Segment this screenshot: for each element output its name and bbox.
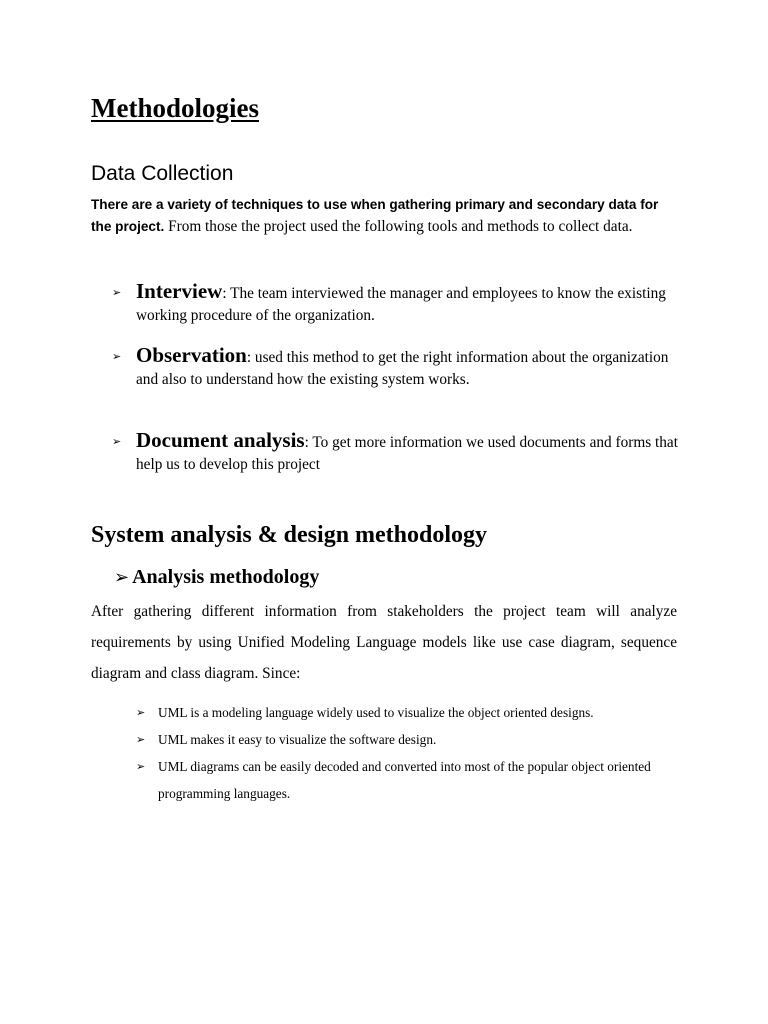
- bullet-text: : used this method to get the right information about the organization and also to understand how the existing system works.: [136, 349, 669, 388]
- bullet-term: Observation: [136, 343, 247, 367]
- uml-point-text: UML is a modeling language widely used to visualize the object oriented designs.: [158, 705, 594, 720]
- arrow-bullet-icon: ➢: [136, 706, 146, 719]
- arrow-bullet-icon: ➢: [112, 350, 122, 363]
- bullet-text: : The team interviewed the manager and employees to know the existing working procedure of the organization.: [136, 285, 666, 324]
- analysis-methodology-subheading: [114, 566, 319, 589]
- arrow-bullet-icon: ➢: [112, 435, 122, 448]
- arrow-bullet-icon: ➢: [136, 733, 146, 746]
- analysis-paragraph: After gathering different information from stakeholders the project team will analyze requirements by using Unified Modeling Language models like use case diagram, sequence diagram and class diagram. Since:: [91, 603, 677, 682]
- arrow-bullet-icon: ➢: [136, 760, 146, 773]
- arrow-bullet-icon: ➢: [114, 567, 130, 588]
- bullet-interview: [112, 280, 680, 327]
- subheading-text: Analysis methodology: [132, 566, 320, 588]
- intro-rest-text: From those the project used the following tools and methods to collect data.: [164, 218, 633, 235]
- bullet-text: : To get more information we used documents and forms that help us to develop this project: [136, 434, 678, 473]
- uml-point-3: [136, 753, 681, 807]
- uml-point-2: [136, 726, 681, 753]
- intro-lead-text: There are a variety of techniques to use when gathering primary and secondary data for the project.: [91, 197, 659, 234]
- page-title: Methodologies: [91, 93, 259, 123]
- bullet-observation: [112, 344, 680, 391]
- data-collection-heading: Data Collection: [91, 162, 234, 185]
- arrow-bullet-icon: ➢: [112, 286, 122, 299]
- bullet-document-analysis: [112, 429, 680, 476]
- uml-point-text: UML diagrams can be easily decoded and converted into most of the popular object oriented programming languages.: [158, 759, 651, 801]
- uml-point-text: UML makes it easy to visualize the software design.: [158, 732, 437, 747]
- system-analysis-heading: System analysis & design methodology: [91, 522, 488, 548]
- data-collection-intro: [91, 194, 671, 238]
- uml-point-1: [136, 699, 681, 726]
- bullet-term: Interview: [136, 279, 223, 303]
- bullet-term: Document analysis: [136, 428, 305, 452]
